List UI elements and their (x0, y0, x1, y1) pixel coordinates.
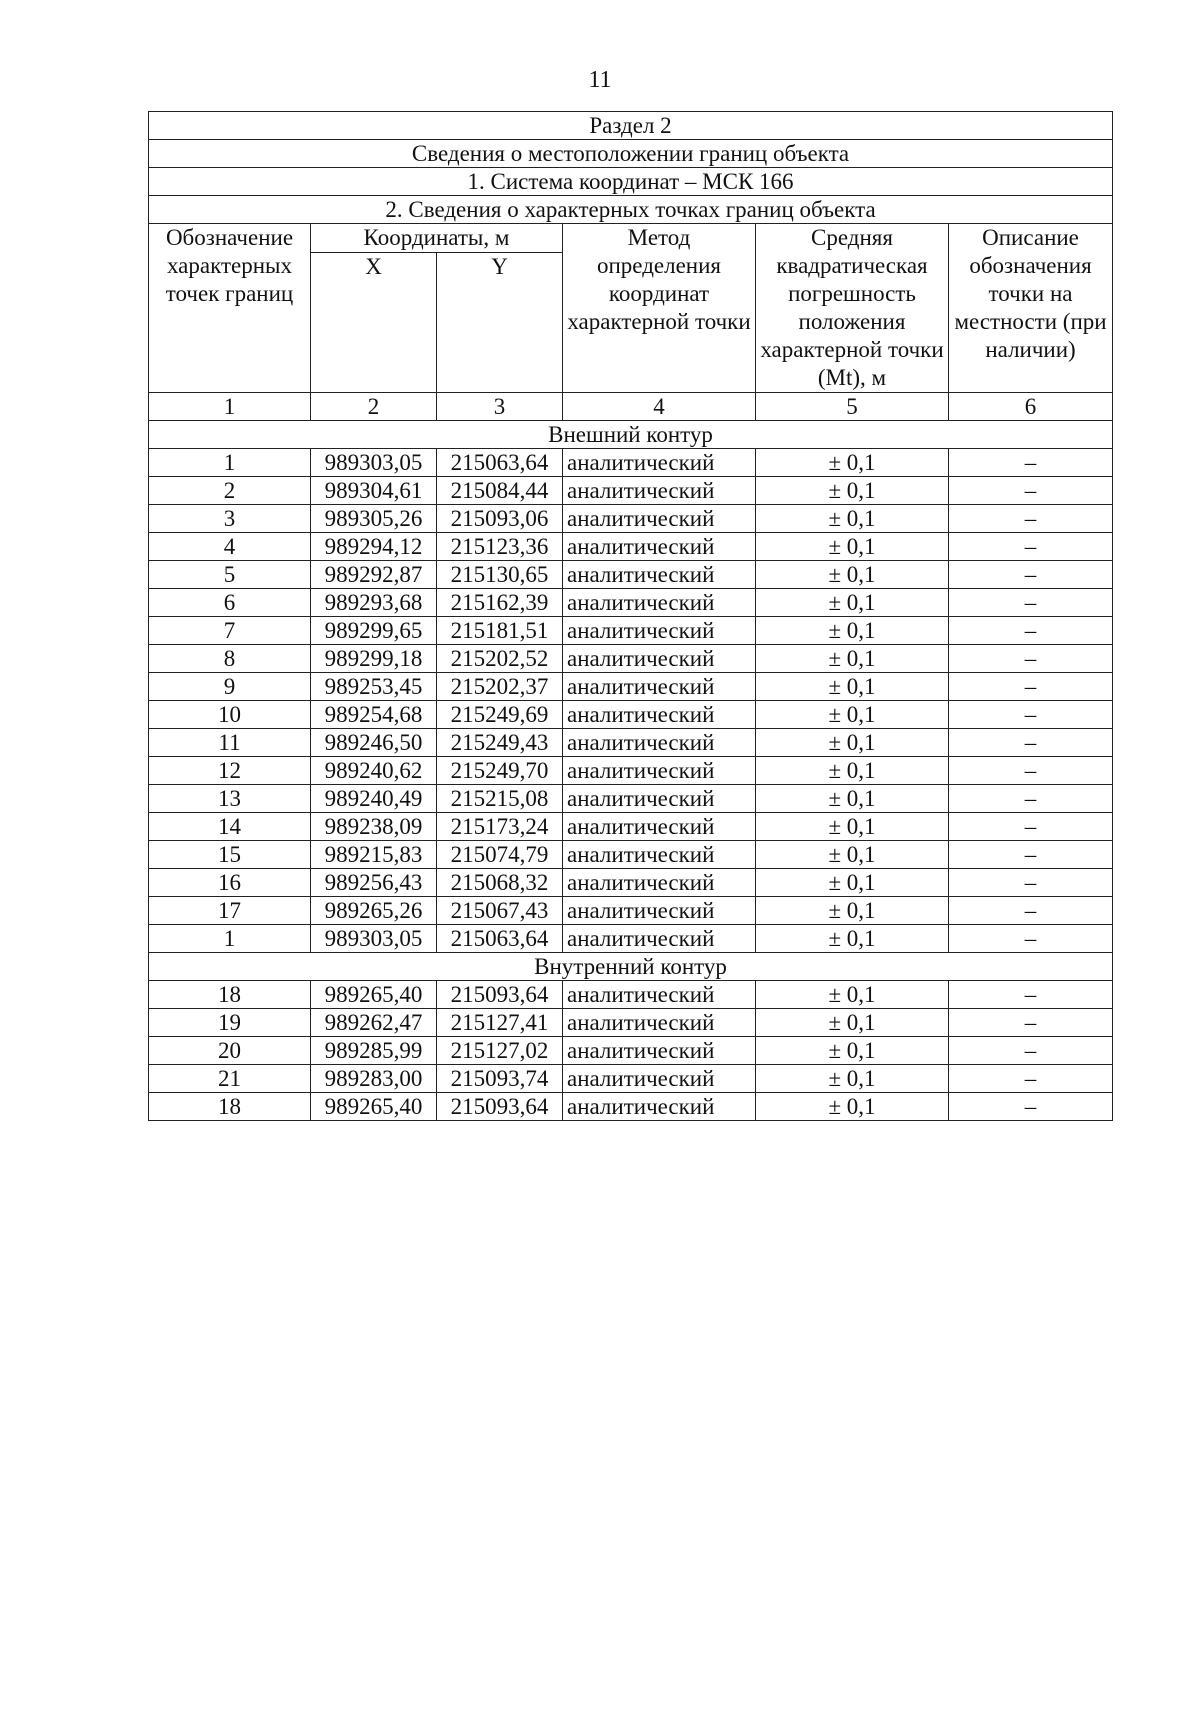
error-cell: ± 0,1 (756, 897, 949, 925)
error-cell: ± 0,1 (756, 757, 949, 785)
points-title: 2. Сведения о характерных точках границ объекта (149, 196, 1113, 224)
coordinate-x: 989304,61 (311, 477, 437, 505)
description-cell: – (949, 561, 1113, 589)
method-cell: аналитический (563, 533, 756, 561)
table-row (149, 1065, 1113, 1093)
error-cell: ± 0,1 (756, 449, 949, 477)
point-number: 16 (149, 869, 311, 897)
coordinate-y: 215074,79 (437, 841, 563, 869)
error-cell: ± 0,1 (756, 701, 949, 729)
point-number: 5 (149, 561, 311, 589)
coordinate-x: 989265,26 (311, 897, 437, 925)
coordinate-x: 989253,45 (311, 673, 437, 701)
coordinate-y: 215068,32 (437, 869, 563, 897)
method-cell: аналитический (563, 757, 756, 785)
method-cell: аналитический (563, 701, 756, 729)
coordinate-x: 989265,40 (311, 1093, 437, 1121)
method-cell: аналитический (563, 925, 756, 953)
table-row (149, 645, 1113, 673)
coordinate-x: 989246,50 (311, 729, 437, 757)
coordinate-x: 989293,68 (311, 589, 437, 617)
point-number: 4 (149, 533, 311, 561)
error-cell: ± 0,1 (756, 981, 949, 1009)
point-number: 2 (149, 477, 311, 505)
coordinate-x: 989256,43 (311, 869, 437, 897)
description-cell: – (949, 729, 1113, 757)
column-number: 6 (949, 393, 1113, 421)
coordinate-x: 989294,12 (311, 533, 437, 561)
description-cell: – (949, 1009, 1113, 1037)
table-row (149, 589, 1113, 617)
description-cell: – (949, 1093, 1113, 1121)
method-cell: аналитический (563, 449, 756, 477)
coordinate-y: 215063,64 (437, 925, 563, 953)
error-cell: ± 0,1 (756, 617, 949, 645)
description-cell: – (949, 645, 1113, 673)
error-cell: ± 0,1 (756, 589, 949, 617)
coordinate-x: 989265,40 (311, 981, 437, 1009)
method-cell: аналитический (563, 589, 756, 617)
method-cell: аналитический (563, 1093, 756, 1121)
table-row (149, 813, 1113, 841)
description-cell: – (949, 757, 1113, 785)
method-cell: аналитический (563, 785, 756, 813)
point-number: 20 (149, 1037, 311, 1065)
coordinate-y: 215093,64 (437, 1093, 563, 1121)
description-cell: – (949, 701, 1113, 729)
section-title: Раздел 2 (149, 112, 1113, 140)
error-cell: ± 0,1 (756, 505, 949, 533)
point-number: 12 (149, 757, 311, 785)
table-row (149, 449, 1113, 477)
method-cell: аналитический (563, 729, 756, 757)
coordinate-y: 215067,43 (437, 897, 563, 925)
table-row (149, 1009, 1113, 1037)
method-cell: аналитический (563, 813, 756, 841)
error-cell: ± 0,1 (756, 869, 949, 897)
table-row (149, 505, 1113, 533)
coordinate-y: 215181,51 (437, 617, 563, 645)
coordinate-x: 989240,49 (311, 785, 437, 813)
point-number: 3 (149, 505, 311, 533)
table-row (149, 477, 1113, 505)
method-cell: аналитический (563, 981, 756, 1009)
error-cell: ± 0,1 (756, 841, 949, 869)
point-number: 19 (149, 1009, 311, 1037)
method-cell: аналитический (563, 645, 756, 673)
header-designation: Обозначение характерных точек границ (149, 224, 311, 393)
coordinate-x: 989262,47 (311, 1009, 437, 1037)
error-cell: ± 0,1 (756, 533, 949, 561)
column-number: 1 (149, 393, 311, 421)
table-row (149, 1037, 1113, 1065)
table-row (149, 869, 1113, 897)
coordinate-y: 215249,43 (437, 729, 563, 757)
column-number: 5 (756, 393, 949, 421)
column-number: 4 (563, 393, 756, 421)
header-method: Метод определения координат характерной точки (563, 224, 756, 393)
error-cell: ± 0,1 (756, 729, 949, 757)
page-number: 11 (588, 67, 612, 93)
point-number: 1 (149, 925, 311, 953)
coordinate-x: 989303,05 (311, 449, 437, 477)
error-cell: ± 0,1 (756, 925, 949, 953)
coordinate-x: 989283,00 (311, 1065, 437, 1093)
table-row (149, 925, 1113, 953)
coordinate-x: 989299,18 (311, 645, 437, 673)
table-row (149, 897, 1113, 925)
description-cell: – (949, 1037, 1113, 1065)
error-cell: ± 0,1 (756, 813, 949, 841)
description-cell: – (949, 813, 1113, 841)
point-number: 8 (149, 645, 311, 673)
coordinate-y: 215127,02 (437, 1037, 563, 1065)
coordinate-y: 215249,70 (437, 757, 563, 785)
point-number: 21 (149, 1065, 311, 1093)
error-cell: ± 0,1 (756, 1065, 949, 1093)
header-description: Описание обозначения точки на местности (при наличии) (949, 224, 1113, 393)
description-cell: – (949, 925, 1113, 953)
error-cell: ± 0,1 (756, 673, 949, 701)
point-number: 18 (149, 1093, 311, 1121)
table-row (149, 1093, 1113, 1121)
coordinate-x: 989292,87 (311, 561, 437, 589)
outer-contour-title: Внешний контур (149, 421, 1113, 449)
point-number: 13 (149, 785, 311, 813)
coordinate-x: 989299,65 (311, 617, 437, 645)
description-cell: – (949, 785, 1113, 813)
coordinate-x: 989305,26 (311, 505, 437, 533)
error-cell: ± 0,1 (756, 645, 949, 673)
point-number: 14 (149, 813, 311, 841)
point-number: 15 (149, 841, 311, 869)
description-cell: – (949, 617, 1113, 645)
header-error: Средняя квадратическая погрешность положения характерной точки (Mt), м (756, 224, 949, 393)
error-cell: ± 0,1 (756, 1037, 949, 1065)
coordinate-y: 215202,52 (437, 645, 563, 673)
error-cell: ± 0,1 (756, 1093, 949, 1121)
coordinate-y: 215093,64 (437, 981, 563, 1009)
point-number: 9 (149, 673, 311, 701)
table-row (149, 617, 1113, 645)
coordinate-x: 989215,83 (311, 841, 437, 869)
table-row (149, 561, 1113, 589)
description-cell: – (949, 589, 1113, 617)
description-cell: – (949, 841, 1113, 869)
description-cell: – (949, 533, 1113, 561)
inner-contour-title: Внутренний контур (149, 953, 1113, 981)
table-row (149, 729, 1113, 757)
coordinate-x: 989303,05 (311, 925, 437, 953)
table-row (149, 981, 1113, 1009)
description-cell: – (949, 505, 1113, 533)
point-number: 17 (149, 897, 311, 925)
coordinate-x: 989238,09 (311, 813, 437, 841)
header-y: Y (437, 253, 563, 393)
method-cell: аналитический (563, 1037, 756, 1065)
column-number: 2 (311, 393, 437, 421)
method-cell: аналитический (563, 1065, 756, 1093)
description-cell: – (949, 897, 1113, 925)
point-number: 1 (149, 449, 311, 477)
table-row (149, 673, 1113, 701)
method-cell: аналитический (563, 617, 756, 645)
description-cell: – (949, 449, 1113, 477)
point-number: 7 (149, 617, 311, 645)
description-cell: – (949, 1065, 1113, 1093)
section-subtitle: Сведения о местоположении границ объекта (149, 140, 1113, 168)
method-cell: аналитический (563, 1009, 756, 1037)
coordinate-y: 215215,08 (437, 785, 563, 813)
coordinate-y: 215173,24 (437, 813, 563, 841)
header-coordinates: Координаты, м (311, 224, 563, 253)
method-cell: аналитический (563, 673, 756, 701)
description-cell: – (949, 477, 1113, 505)
table-row (149, 785, 1113, 813)
coordinate-y: 215127,41 (437, 1009, 563, 1037)
header-x: X (311, 253, 437, 393)
coordinate-x: 989240,62 (311, 757, 437, 785)
table-row (149, 757, 1113, 785)
coordinate-y: 215202,37 (437, 673, 563, 701)
description-cell: – (949, 869, 1113, 897)
error-cell: ± 0,1 (756, 477, 949, 505)
coordinate-y: 215130,65 (437, 561, 563, 589)
column-number: 3 (437, 393, 563, 421)
coordinate-x: 989254,68 (311, 701, 437, 729)
coordinate-y: 215093,06 (437, 505, 563, 533)
point-number: 18 (149, 981, 311, 1009)
point-number: 11 (149, 729, 311, 757)
column-numbers-row (149, 393, 1113, 421)
method-cell: аналитический (563, 505, 756, 533)
boundary-points-table (148, 111, 1113, 1121)
error-cell: ± 0,1 (756, 561, 949, 589)
description-cell: – (949, 981, 1113, 1009)
point-number: 10 (149, 701, 311, 729)
method-cell: аналитический (563, 897, 756, 925)
point-number: 6 (149, 589, 311, 617)
method-cell: аналитический (563, 477, 756, 505)
coordinate-y: 215123,36 (437, 533, 563, 561)
error-cell: ± 0,1 (756, 1009, 949, 1037)
description-cell: – (949, 673, 1113, 701)
table-row (149, 701, 1113, 729)
coordinate-y: 215084,44 (437, 477, 563, 505)
method-cell: аналитический (563, 869, 756, 897)
table-row (149, 841, 1113, 869)
error-cell: ± 0,1 (756, 785, 949, 813)
coordinate-y: 215093,74 (437, 1065, 563, 1093)
coordinate-x: 989285,99 (311, 1037, 437, 1065)
table-row (149, 533, 1113, 561)
coordinate-y: 215063,64 (437, 449, 563, 477)
coordinate-y: 215162,39 (437, 589, 563, 617)
coordinate-y: 215249,69 (437, 701, 563, 729)
coordinate-system: 1. Система координат – МСК 166 (149, 168, 1113, 196)
method-cell: аналитический (563, 561, 756, 589)
method-cell: аналитический (563, 841, 756, 869)
